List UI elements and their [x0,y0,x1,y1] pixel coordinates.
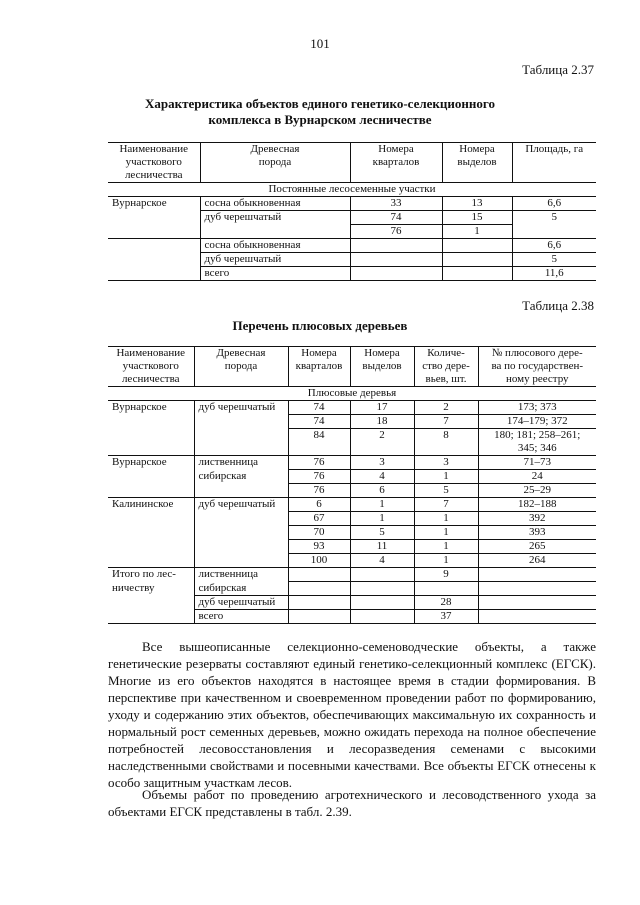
table-row [108,484,596,498]
table-cell: 345; 346 [478,442,596,456]
table-cell [108,512,194,526]
table-row [108,253,596,267]
table-cell: 74 [350,211,442,225]
page-number: 101 [310,36,330,51]
table-cell: 76 [288,470,350,484]
table-cell: дуб черешчатый [194,498,288,512]
table-cell [108,484,194,498]
table-row [108,415,596,429]
table-row [108,540,596,554]
table-cell: 180; 181; 258–261; [478,429,596,443]
table-cell: дуб черешчатый [194,401,288,415]
table-cell [194,442,288,456]
table-cell [350,267,442,281]
section-row [108,387,596,401]
table-cell: 6,6 [512,239,596,253]
table-cell: 76 [350,225,442,239]
table-row [108,512,596,526]
table-cell: Калининское [112,498,174,510]
section-label: Плюсовые деревья [108,387,596,401]
table-cell [442,267,512,281]
table-row [108,456,596,470]
table-cell: 1 [414,470,478,484]
table-cell [108,225,200,239]
table-cell: 4 [350,554,414,568]
table-cell [194,415,288,429]
table-cell: Вурнарское [112,456,167,468]
table-cell: ничеству [112,581,155,594]
table-cell [288,442,350,456]
table-cell: 5 [512,211,596,225]
table-cell [442,239,512,253]
title-line: Характеристика объектов единого генетико-селекционного [145,96,495,111]
table-2-38-title: Перечень плюсовых деревьев [232,318,408,333]
table-cell: 5 [350,526,414,540]
table-cell [108,442,194,456]
table-cell [194,540,288,554]
table-cell: всего [194,609,288,623]
table-cell: 1 [414,540,478,554]
table-2-38 [108,346,596,624]
table-cell: лиственница [194,456,288,470]
table-cell: сибирская [194,470,288,484]
header-cell: Номера кварталов [350,143,442,183]
table-cell: дуб черешчатый [194,595,288,609]
table-cell: 7 [414,498,478,512]
table-cell: 265 [478,540,596,554]
table-cell [350,595,414,609]
table-cell: 84 [288,429,350,443]
header-cell: Количе- ство дере- вьев, шт. [414,347,478,387]
table-row [108,498,596,512]
table-cell: 18 [350,415,414,429]
table-cell: 393 [478,526,596,540]
table-header-row [108,143,596,183]
table-cell: 15 [442,211,512,225]
table-cell [194,512,288,526]
table-cell [108,595,194,609]
table-cell: 264 [478,554,596,568]
table-row [108,429,596,443]
table-cell: 33 [350,197,442,211]
table-row [108,554,596,568]
table-cell: 7 [414,415,478,429]
table-cell: 3 [350,456,414,470]
table-cell [108,239,200,253]
table-row [108,239,596,253]
table-cell [108,211,200,225]
body-paragraph: Объемы работ по проведению агротехнического и лесоводственного ухода за объектами ЕГСК представлены в табл. 2.39. [108,787,596,819]
table-cell [350,568,414,582]
table-cell [108,253,200,267]
table-cell [350,253,442,267]
table-cell: 37 [414,609,478,623]
table-cell: 2 [414,401,478,415]
table-cell: 1 [414,554,478,568]
table-cell [478,595,596,609]
table-cell [414,582,478,596]
table-cell: лиственница [194,568,288,582]
table-cell: 6 [350,484,414,498]
table-cell [414,442,478,456]
table-cell: 71–73 [478,456,596,470]
table-cell: 9 [414,568,478,582]
table-cell [194,429,288,443]
header-cell: Древесная порода [194,347,288,387]
table-cell [288,609,350,623]
table-cell: 4 [350,470,414,484]
table-cell: 25–29 [478,484,596,498]
table-cell: 182–188 [478,498,596,512]
table-header-row [108,347,596,387]
table-cell: 67 [288,512,350,526]
table-cell: 76 [288,484,350,498]
table-cell [194,554,288,568]
table-cell: 174–179; 372 [478,415,596,429]
table-cell [108,429,194,443]
table-cell [108,609,194,623]
table-cell [194,526,288,540]
table-row [108,225,596,239]
table-cell [108,540,194,554]
table-cell: Вурнарское [112,401,167,413]
table-cell [108,470,194,484]
table-row [108,582,596,596]
table-row [108,595,596,609]
table-cell: 93 [288,540,350,554]
table-cell: 6 [288,498,350,512]
table-cell: 6,6 [512,197,596,211]
table-2-37-caption: Таблица 2.37 [522,62,594,77]
table-cell: 1 [350,512,414,526]
header-cell: Древесная порода [200,143,350,183]
table-cell [288,568,350,582]
table-row [108,470,596,484]
table-cell [350,442,414,456]
table-cell: 1 [442,225,512,239]
table-cell: сибирская [194,582,288,596]
table-cell [442,253,512,267]
section-row [108,183,596,197]
table-2-37-title [0,96,640,128]
table-cell: 1 [414,526,478,540]
header-cell: Наименование участкового лесничества [108,347,194,387]
table-cell [108,526,194,540]
table-cell [108,415,194,429]
table-cell: 70 [288,526,350,540]
table-cell: 11,6 [512,267,596,281]
table-cell: 5 [414,484,478,498]
table-cell [478,582,596,596]
table-row [108,267,596,281]
table-cell: 173; 373 [478,401,596,415]
table-cell [478,609,596,623]
table-row [108,609,596,623]
table-cell: 2 [350,429,414,443]
table-row [108,401,596,415]
table-cell: 5 [512,253,596,267]
table-cell [350,582,414,596]
table-cell: 1 [414,512,478,526]
table-cell: 74 [288,415,350,429]
table-cell [288,595,350,609]
table-cell: 1 [350,498,414,512]
table-cell: 100 [288,554,350,568]
body-paragraph: Все вышеописанные селекционно-семеноводческие объекты, а также генетические резерваты составляют единый генетико-селекционный комплекс (ЕГСК). Многие из его объектов находятся в настоящее время в стадии формирования. В перспективе при качественном и своевременном проведении работ по формированию, уходу и содержанию этих объектов, обеспечивающих максимальную их сохранность и нормальный рост семенных деревьев, можно ожидать перехода на полное обеспечение потребностей лесовосстановления и лесоразведения семенами с высокими наследственными свойствами и посевными качествами. Все объекты ЕГСК отнесены к особо защитным участкам лесов. [108,639,596,790]
table-cell [200,225,350,239]
table-cell: Итого по лес- [112,568,176,580]
table-cell: всего [200,267,350,281]
table-2-38-caption: Таблица 2.38 [522,298,594,313]
table-cell: сосна обыкновенная [200,239,350,253]
table-row [108,197,596,211]
table-cell: 76 [288,456,350,470]
table-cell: сосна обыкновенная [200,197,350,211]
table-cell [288,582,350,596]
table-cell: 8 [414,429,478,443]
header-cell: № плюсового дере- ва по государствен- ному реестру [478,347,596,387]
table-cell: 74 [288,401,350,415]
header-cell: Номера выделов [350,347,414,387]
table-2-37 [108,142,596,281]
header-cell: Номера выделов [442,143,512,183]
table-row [108,526,596,540]
table-cell: 392 [478,512,596,526]
table-cell: дуб черешчатый [200,253,350,267]
header-cell: Площадь, га [512,143,596,183]
table-row [108,211,596,225]
table-cell [512,225,596,239]
table-cell: 24 [478,470,596,484]
header-cell: Наименование участкового лесничества [108,143,200,183]
table-cell: 28 [414,595,478,609]
section-label: Постоянные лесосеменные участки [108,183,596,197]
table-row [108,568,596,582]
table-row [108,442,596,456]
table-cell: 3 [414,456,478,470]
table-cell: 11 [350,540,414,554]
table-cell [108,554,194,568]
table-cell: дуб черешчатый [200,211,350,225]
table-cell: 13 [442,197,512,211]
table-cell [478,568,596,582]
table-cell: 17 [350,401,414,415]
header-cell: Номера кварталов [288,347,350,387]
title-line: комплекса в Вурнарском лесничестве [208,112,432,127]
table-cell [108,267,200,281]
table-cell [350,609,414,623]
table-cell [350,239,442,253]
table-cell [194,484,288,498]
table-cell: Вурнарское [112,197,167,209]
